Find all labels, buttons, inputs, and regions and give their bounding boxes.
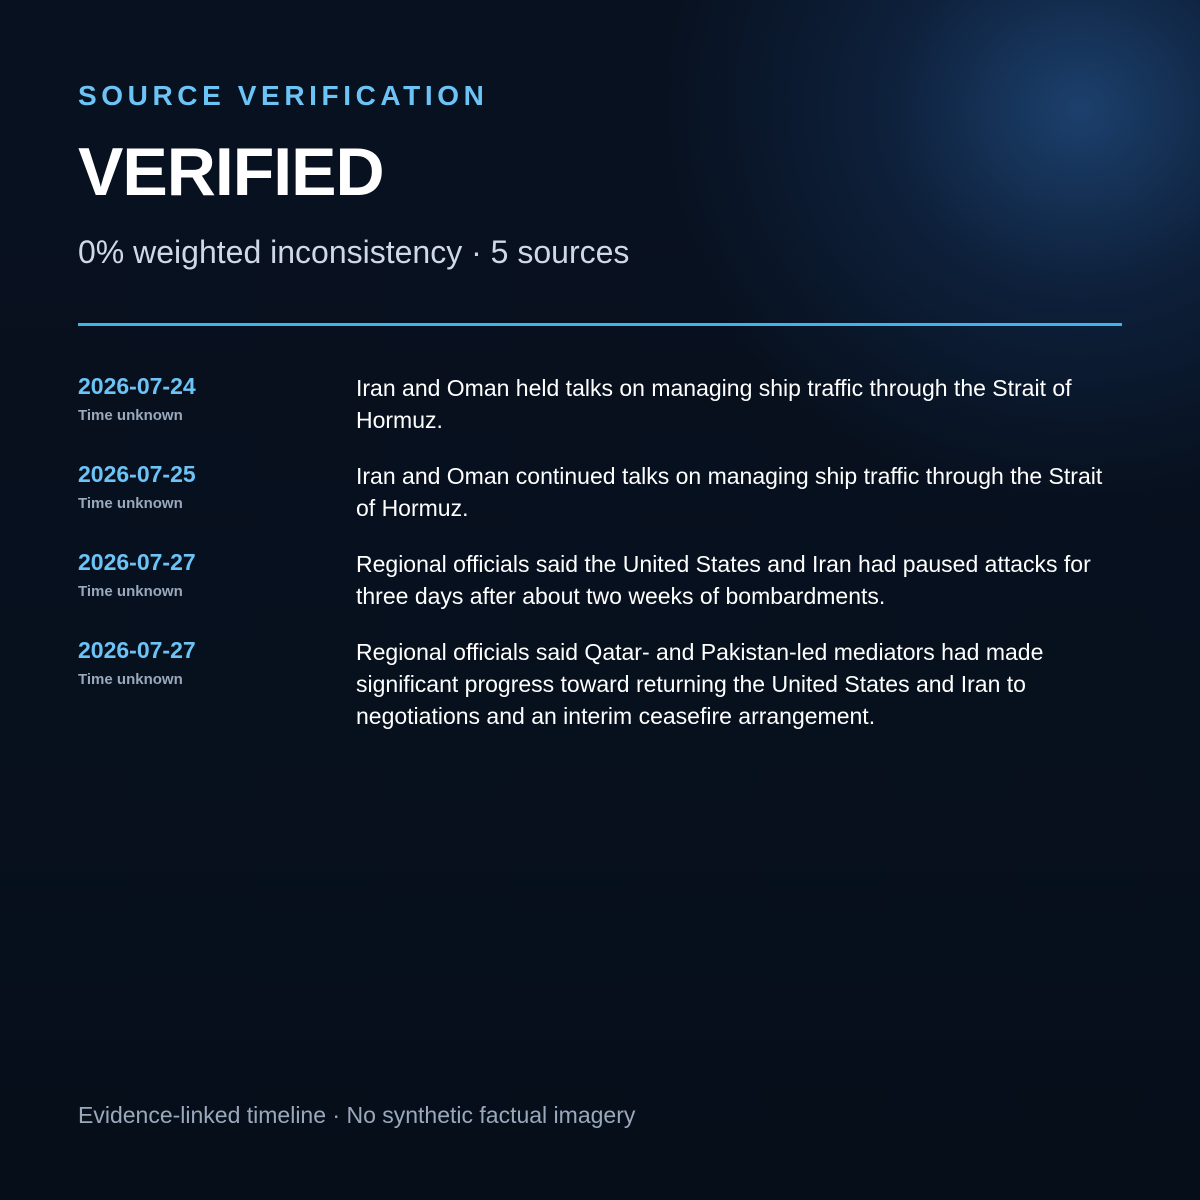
timeline-event: [78, 460, 1122, 524]
event-when: [78, 372, 356, 436]
event-description: Regional officials said the United States and Iran had paused attacks for three days after about two weeks of bombardments.: [356, 551, 1091, 609]
timeline: [78, 372, 1122, 756]
event-date: 2026-07-27: [78, 637, 196, 663]
event-time: Time unknown: [78, 671, 183, 688]
divider: [78, 323, 1122, 326]
event-description: Regional officials said Qatar- and Pakistan-led mediators had made significant progress toward returning the United States and Iran to negotiations and an interim ceasefire arrangement.: [356, 639, 1044, 729]
event-date: 2026-07-24: [78, 373, 196, 399]
event-date: 2026-07-25: [78, 461, 196, 487]
timeline-event: [78, 636, 1122, 732]
verification-status: VERIFIED: [78, 134, 384, 210]
section-eyebrow: SOURCE VERIFICATION: [78, 80, 489, 111]
event-time: Time unknown: [78, 583, 183, 600]
event-when: [78, 636, 356, 732]
event-when: [78, 548, 356, 612]
timeline-event: [78, 372, 1122, 436]
event-description: Iran and Oman continued talks on managing ship traffic through the Strait of Hormuz.: [356, 463, 1103, 521]
event-when: [78, 460, 356, 524]
event-time: Time unknown: [78, 407, 183, 424]
verification-card: [78, 0, 1122, 1200]
timeline-event: [78, 548, 1122, 612]
footer-note: Evidence-linked timeline · No synthetic factual imagery: [78, 1102, 636, 1128]
event-time: Time unknown: [78, 495, 183, 512]
event-description: Iran and Oman held talks on managing ship traffic through the Strait of Hormuz.: [356, 375, 1072, 433]
event-date: 2026-07-27: [78, 549, 196, 575]
verification-summary: 0% weighted inconsistency · 5 sources: [78, 234, 630, 270]
